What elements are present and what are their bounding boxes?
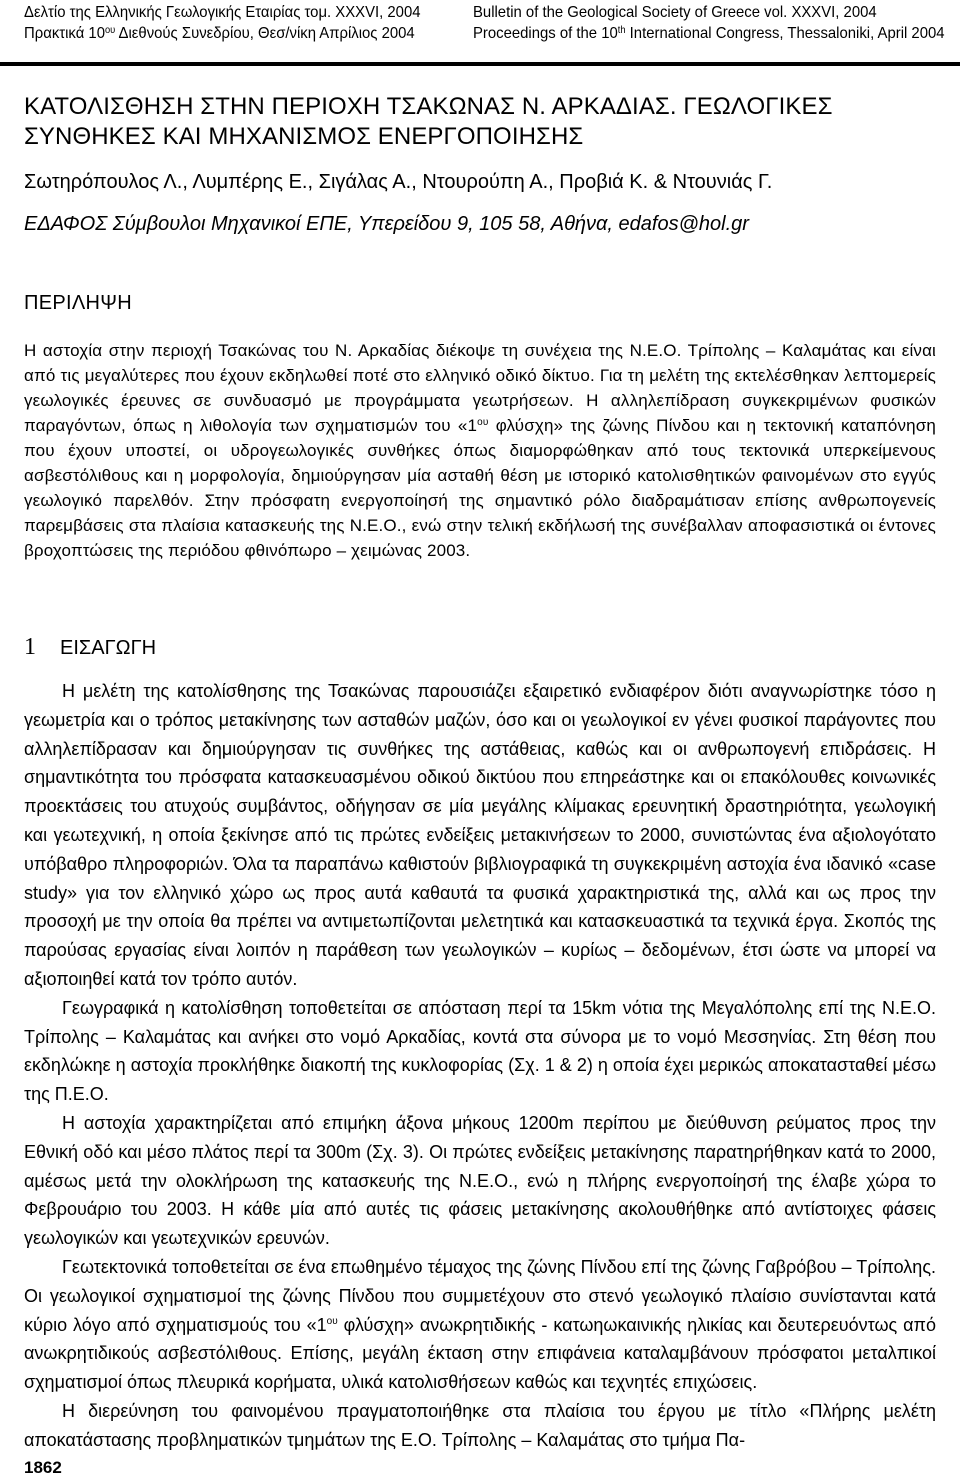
header-right-line2: Proceedings of the 10th International Congress, Thessaloniki, April 2004 xyxy=(473,25,945,42)
paragraph-1: Η μελέτη της κατολίσθησης της Τσακώνας παρουσιάζει εξαιρετικό ενδιαφέρον διότι αναγνωρίστηκε τόσο η γεωμετρία και ο τρόπος μετακίνησης των ασταθών μαζών, όσο και οι γεωλογικοί εν γένει φυσικοί παράγοντες που αλληλεπίδρασαν και δημιούργησαν τις συνθήκες της αστάθειας, καθώς και οι ανθρωπογενή επιδράσεις. Η σημαντικότητα του πρόσφατα κατασκευασμένου οδικού δικτύου που επηρεάστηκε και οι επακόλουθες κοινωνικές προεκτάσεις του ατυχούς συμβάντος, οδήγησαν σε μία μεγάλης κλίμακας ερευνητική δραστηριότητα, γεωλογική και γεωτεχνική, η οποία ξεκίνησε από τις πρώτες ενδείξεις μετακινήσεων το 2000, συνιστώντας ένα αξιολογότατο υπόβαθρο πληροφοριών. Όλα τα παραπάνω καθιστούν βιβλιογραφικά τη συγκεκριμένη αστοχία ένα ιδανικό «case study» για τον ελληνικό χώρο ως προς αυτά καθαυτά τα φυσικά χαρακτηριστικά της, αλλά και ως προς την προσοχή με την οποία θα πρέπει να αντιμετωπίζονται μελετητικά και κατασκευαστικά τα τεχνικά έργα. Σκοπός της παρούσας εργασίας είναι λοιπόν η παράθεση των γεωλογικών – κυρίως – δεδομένων, έτσι ώστε να μπορεί να αξιοποιηθεί κατά τον τρόπο αυτόν. xyxy=(24,681,936,989)
section-heading xyxy=(24,634,156,661)
header-right xyxy=(473,2,945,44)
section-title: ΕΙΣΑΓΩΓΗ xyxy=(60,637,157,659)
section-number: 1 xyxy=(24,634,36,660)
abstract-paragraph: Η αστοχία στην περιοχή Τσακώνας του Ν. Αρκαδίας διέκοψε τη συνέχεια της Ν.Ε.Ο. Τρίπολης – Καλαμάτας και είναι από τις μεγαλύτερες που έχουν εκδηλωθεί ποτέ στο ελληνικό οδικό δίκτυο. Για τη μελέτη της εκτελέσθηκαν λεπτομερείς γεωλογικές έρευνες σε συνδυασμό με προγράμματα γεωτρήσεων. Η αλληλεπίδραση συγκεκριμένων φυσικών παραγόντων, όπως η λιθολογία των σχηματισμών του «$1^{o\upsilon}$ φλύσχη» της ζώνης Πίνδου και η τεκτονική καταπόνηση που έχουν υποστεί, οι υδρογεωλογικές συνθήκες όπως διαμορφώθηκαν από τους τεκτονικά υπερκείμενους ασβεστόλιθους και η μορφολογία, δημιούργησαν μία ασταθή θέση με ιστορικό κατολισθητικών φαινομένων στο εγγύς γεωλογικό παρελθόν. Στην πρόσφατη ενεργοποίησή της σημαντικό ρόλο διαδραμάτισαν επίσης ανθρωπογενείς παρεμβάσεις στα πλαίσια κατασκευής της Ν.Ε.Ο., ενώ στην τελική εκδήλωσή της συνέβαλλαν αποφασιστικά οι έντονες βροχοπτώσεις της περιόδου φθινόπωρο – χειμώνας 2003. xyxy=(24,341,936,560)
header-left-line1: Δελτίο της Ελληνικής Γεωλογικής Εταιρίας τομ. XXXVI, 2004 xyxy=(24,4,421,21)
affiliation: ΕΔΑΦΟΣ Σύμβουλοι Μηχανικοί ΕΠΕ, Υπερείδου 9, 105 58, Αθήνα, edafos@hol.gr xyxy=(24,213,749,235)
authors: Σωτηρόπουλος Λ., Λυμπέρης Ε., Σιγάλας Α., Ντουρούπη Α., Προβιά Κ. & Ντουνιάς Γ. xyxy=(24,171,773,193)
section-body xyxy=(24,677,936,1455)
title-line-1: ΚΑΤΟΛΙΣΘΗΣΗ ΣΤΗΝ ΠΕΡΙΟΧΗ ΤΣΑΚΩΝΑΣ Ν. ΑΡΚΑΔΙΑΣ. ΓΕΩΛΟΓΙΚΕΣ xyxy=(24,93,833,120)
title-line-2: ΣΥΝΘΗΚΕΣ ΚΑΙ ΜΗΧΑΝΙΣΜΟΣ ΕΝΕΡΓΟΠΟΙΗΣΗΣ xyxy=(24,123,584,150)
header-left xyxy=(24,2,420,44)
paragraph-3: Η αστοχία χαρακτηρίζεται από επιμήκη άξονα μήκους 1200m περίπου με διεύθυνση ρεύματος προς την Εθνική οδό και μέσο πλάτος περί τα 300m (Σχ. 3). Οι πρώτες ενδείξεις μετακίνησης παρατηρήθηκαν κατά το 2000, αμέσως μετά την ολοκλήρωση της κατασκευής της Ν.Ε.Ο., ενώ η πλήρης ενεργοποίησή της έλαβε χώρα το Φεβρουάριο του 2003. Η κάθε μία από αυτές τις φάσεις μετακίνησης ακολουθήθηκε από αντίστοιχες φάσεις γεωλογικών και γεωτεχνικών ερευνών. xyxy=(24,1112,936,1249)
header-right-line1: Bulletin of the Geological Society of Greece vol. XXXVI, 2004 xyxy=(473,4,877,21)
header-left-line2: Πρακτικά $10^{o\upsilon}$ Διεθνούς Συνεδρίου, Θεσ/νίκη Απρίλιος 2004 xyxy=(24,25,415,42)
paragraph-2: Γεωγραφικά η κατολίσθηση τοποθετείται σε απόσταση περί τα 15km νότια της Μεγαλόπολης επί της Ν.Ε.Ο. Τρίπολης – Καλαμάτας και ανήκει στο νομό Αρκαδίας, κοντά στα σύνορα με το νομό Μεσσηνίας. Στη θέση που εκδηλώκηε η αστοχία προκλήθηκε διακοπή της κυκλοφορίας (Σχ. 1 & 2) η οποία έχει μερικώς αποκατασταθεί μέσω της Π.Ε.Ο. xyxy=(24,997,936,1105)
running-header xyxy=(0,0,960,66)
page-number: 1862 xyxy=(24,1458,62,1477)
paragraph-5: Η διερεύνηση του φαινομένου πραγματοποιήθηκε στα πλαίσια του έργου με τίτλο «Πλήρης μελέτη αποκατάστασης προβληματικών τμημάτων της Ε.Ο. Τρίπολης – Καλαμάτας στο τμήμα Πα- xyxy=(24,1400,936,1450)
abstract-heading: ΠΕΡΙΛΗΨΗ xyxy=(24,292,133,314)
abstract-body xyxy=(24,338,936,563)
paragraph-4: Γεωτεκτονικά τοποθετείται σε ένα επωθημένο τέμαχος της ζώνης Πίνδου επί της ζώνης Γαβρόβου – Τρίπολης. Οι γεωλογικοί σχηματισμοί της ζώνης Πίνδου που συμμετέχουν στο στενό γεωλογικό πλαίσιο συνίστανται κατά κύριο λόγο από σχηματισμούς του «$1^{o\upsilon}$ φλύσχη» ανωκρητιδικής - κατωηωκαινικής ηλικίας και δευτερευόντως από ανωκρητιδικούς ασβεστόλιθους. Επίσης, μεγάλη έκταση στην επιφάνεια καταλαμβάνουν πρόσφατοι μεταλπικοί σχηματισμοί όπως πλευρικά κορήματα, υλικά κατολισθήσεων καθώς και τεχνητές επιχώσεις. xyxy=(24,1256,936,1393)
paper-title xyxy=(24,92,944,152)
